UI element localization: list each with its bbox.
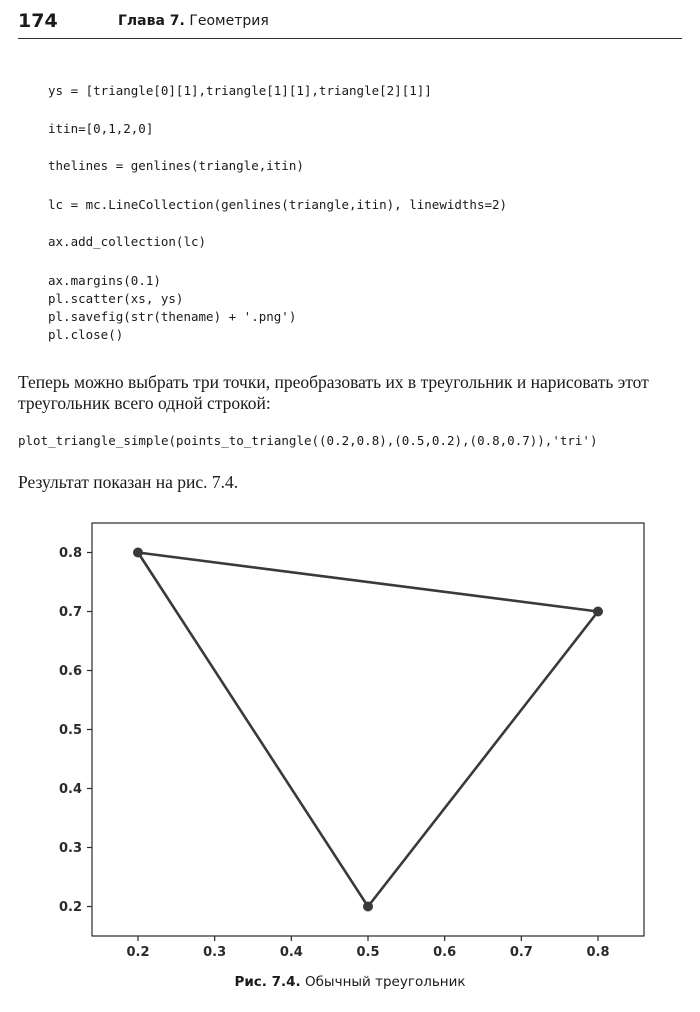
- chapter-title: [118, 13, 269, 29]
- code-line-lc: lc = mc.LineCollection(genlines(triangle,itin), linewidths=2): [48, 197, 508, 212]
- x-axis: [126, 936, 609, 960]
- code-line-close: pl.close(): [48, 327, 124, 342]
- vertex-point: [133, 548, 143, 558]
- code-line-margins: ax.margins(0.1): [48, 273, 161, 288]
- y-tick-label: 0.7: [58, 605, 82, 620]
- y-tick-label: 0.8: [58, 546, 82, 561]
- triangle-edge: [368, 612, 598, 907]
- figure-caption: [0, 974, 700, 990]
- x-tick-label: 0.4: [279, 945, 303, 960]
- code-line-savefig: pl.savefig(str(thename) + '.png'): [48, 309, 297, 324]
- caption-label: Рис. 7.4.: [234, 974, 301, 990]
- triangle-edge: [138, 553, 368, 907]
- triangle-lines: [138, 553, 598, 907]
- triangle-chart: [40, 518, 660, 960]
- chapter-label: Глава 7.: [118, 13, 185, 29]
- caption-text: Обычный треугольник: [304, 974, 466, 990]
- chapter-name: Геометрия: [189, 13, 269, 29]
- x-tick-label: 0.7: [509, 945, 533, 960]
- code-line-itin: itin=[0,1,2,0]: [48, 121, 154, 136]
- body-paragraph: Теперь можно выбрать три точки, преобразовать их в треугольник и нарисовать этот треугольник всего одной строкой:: [18, 372, 649, 413]
- code-line-ys: ys = [triangle[0][1],triangle[1][1],triangle[2][1]]: [48, 83, 432, 98]
- y-tick-label: 0.3: [58, 841, 82, 856]
- y-axis: [59, 546, 92, 915]
- y-tick-label: 0.4: [58, 782, 82, 797]
- y-tick-label: 0.5: [58, 723, 82, 738]
- vertex-point: [363, 902, 373, 912]
- code-line-add-collection: ax.add_collection(lc): [48, 234, 207, 249]
- result-paragraph: Результат показан на рис. 7.4.: [18, 472, 239, 492]
- code-line-thelines: thelines = genlines(triangle,itin): [48, 158, 304, 173]
- x-tick-label: 0.6: [433, 945, 457, 960]
- x-tick-label: 0.5: [356, 945, 380, 960]
- code-line-plot-triangle: plot_triangle_simple(points_to_triangle((0.2,0.8),(0.5,0.2),(0.8,0.7)),'tri'): [18, 433, 598, 448]
- x-tick-label: 0.3: [203, 945, 227, 960]
- plot-frame: [92, 523, 644, 936]
- x-tick-label: 0.8: [586, 945, 610, 960]
- triangle-edge: [138, 553, 598, 612]
- y-tick-label: 0.6: [58, 664, 82, 679]
- page-header: [18, 10, 682, 39]
- vertex-point: [593, 607, 603, 617]
- code-line-scatter: pl.scatter(xs, ys): [48, 291, 184, 306]
- page-number: 174: [18, 10, 58, 32]
- y-tick-label: 0.2: [58, 900, 82, 915]
- x-tick-label: 0.2: [126, 945, 150, 960]
